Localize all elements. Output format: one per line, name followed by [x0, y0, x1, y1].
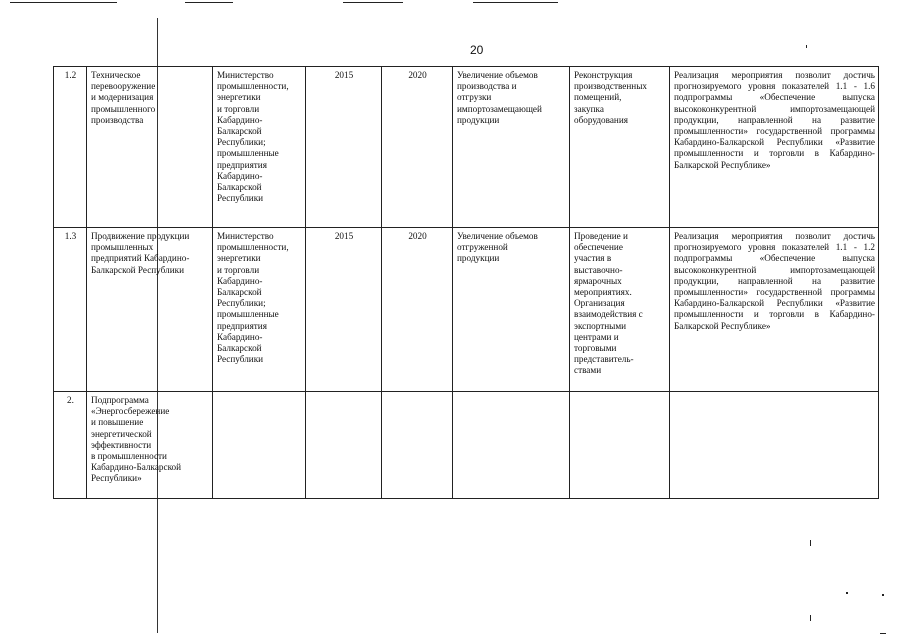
start-year: 2015 — [306, 67, 382, 228]
start-year — [306, 392, 382, 499]
scan-artifact-line — [343, 2, 403, 3]
activity-content — [570, 392, 670, 499]
table-row — [54, 392, 879, 499]
end-year: 2020 — [382, 228, 453, 392]
activity-content: Проведение и обеспечение участия в выставочно- ярмарочных мероприятиях. Организация взаимодействия с экспортными центрами и торговыми представитель- ствами — [570, 228, 670, 392]
activity-name: Продвижение продукции промышленных предприятий Кабардино- Балкарской Республики — [87, 228, 213, 392]
scan-artifact-dot — [810, 540, 811, 546]
executor: Министерство промышленности, энергетики и торговли Кабардино- Балкарской Республики; промышленные предприятия Кабардино- Балкарской Республики — [213, 228, 306, 392]
activity-content: Реконструкция производственных помещений, закупка оборудования — [570, 67, 670, 228]
scan-artifact-line — [185, 2, 233, 3]
program-activities-table — [53, 66, 879, 499]
table-row — [54, 67, 879, 228]
end-year — [382, 392, 453, 499]
page-number: 20 — [470, 43, 484, 57]
activity-name: Подпрограмма «Энергосбережение и повышение энергетической эффективности в промышленности Кабардино-Балкарской Республики» — [87, 392, 213, 499]
end-year: 2020 — [382, 67, 453, 228]
executor — [213, 392, 306, 499]
start-year: 2015 — [306, 228, 382, 392]
scan-artifact-dot — [806, 45, 807, 48]
executor: Министерство промышленности, энергетики и торговли Кабардино- Балкарской Республики; промышленные предприятия Кабардино- Балкарской Республики — [213, 67, 306, 228]
scan-artifact-line — [10, 2, 117, 3]
scan-artifact-dot — [810, 615, 811, 621]
scan-artifact-dot — [846, 592, 848, 594]
expected-result — [453, 392, 570, 499]
activity-name: Техническое перевооружение и модернизация промышленного производства — [87, 67, 213, 228]
indicator-link: Реализация мероприятия позволит достичь прогнозируемого уровня показателей 1.1 - 1.2 подпрограммы «Обеспечение выпуска высококонкурентной импортозамещающей продукции, направленной на развитие промышленности» государственной программы Кабардино-Балкарской Республики «Развитие промышленности и торговли в Кабардино-Балкарской Республике» — [670, 228, 879, 392]
scan-artifact-dash — [880, 633, 886, 634]
table-row — [54, 228, 879, 392]
expected-result: Увеличение объемов отгруженной продукции — [453, 228, 570, 392]
indicator-link: Реализация мероприятия позволит достичь прогнозируемого уровня показателей 1.1 - 1.6 подпрограммы «Обеспечение выпуска высококонкурентной импортозамещающей продукции, направленной на развитие промышленности» государственной программы Кабардино-Балкарской Республики «Развитие промышленности и торговли в Кабардино-Балкарской Республике» — [670, 67, 879, 228]
row-number: 1.2 — [54, 67, 87, 228]
row-number: 1.3 — [54, 228, 87, 392]
row-number: 2. — [54, 392, 87, 499]
scan-artifact-line — [473, 2, 558, 3]
expected-result: Увеличение объемов производства и отгрузки импортозамещающей продукции — [453, 67, 570, 228]
scan-artifact-dot — [882, 594, 884, 596]
indicator-link — [670, 392, 879, 499]
